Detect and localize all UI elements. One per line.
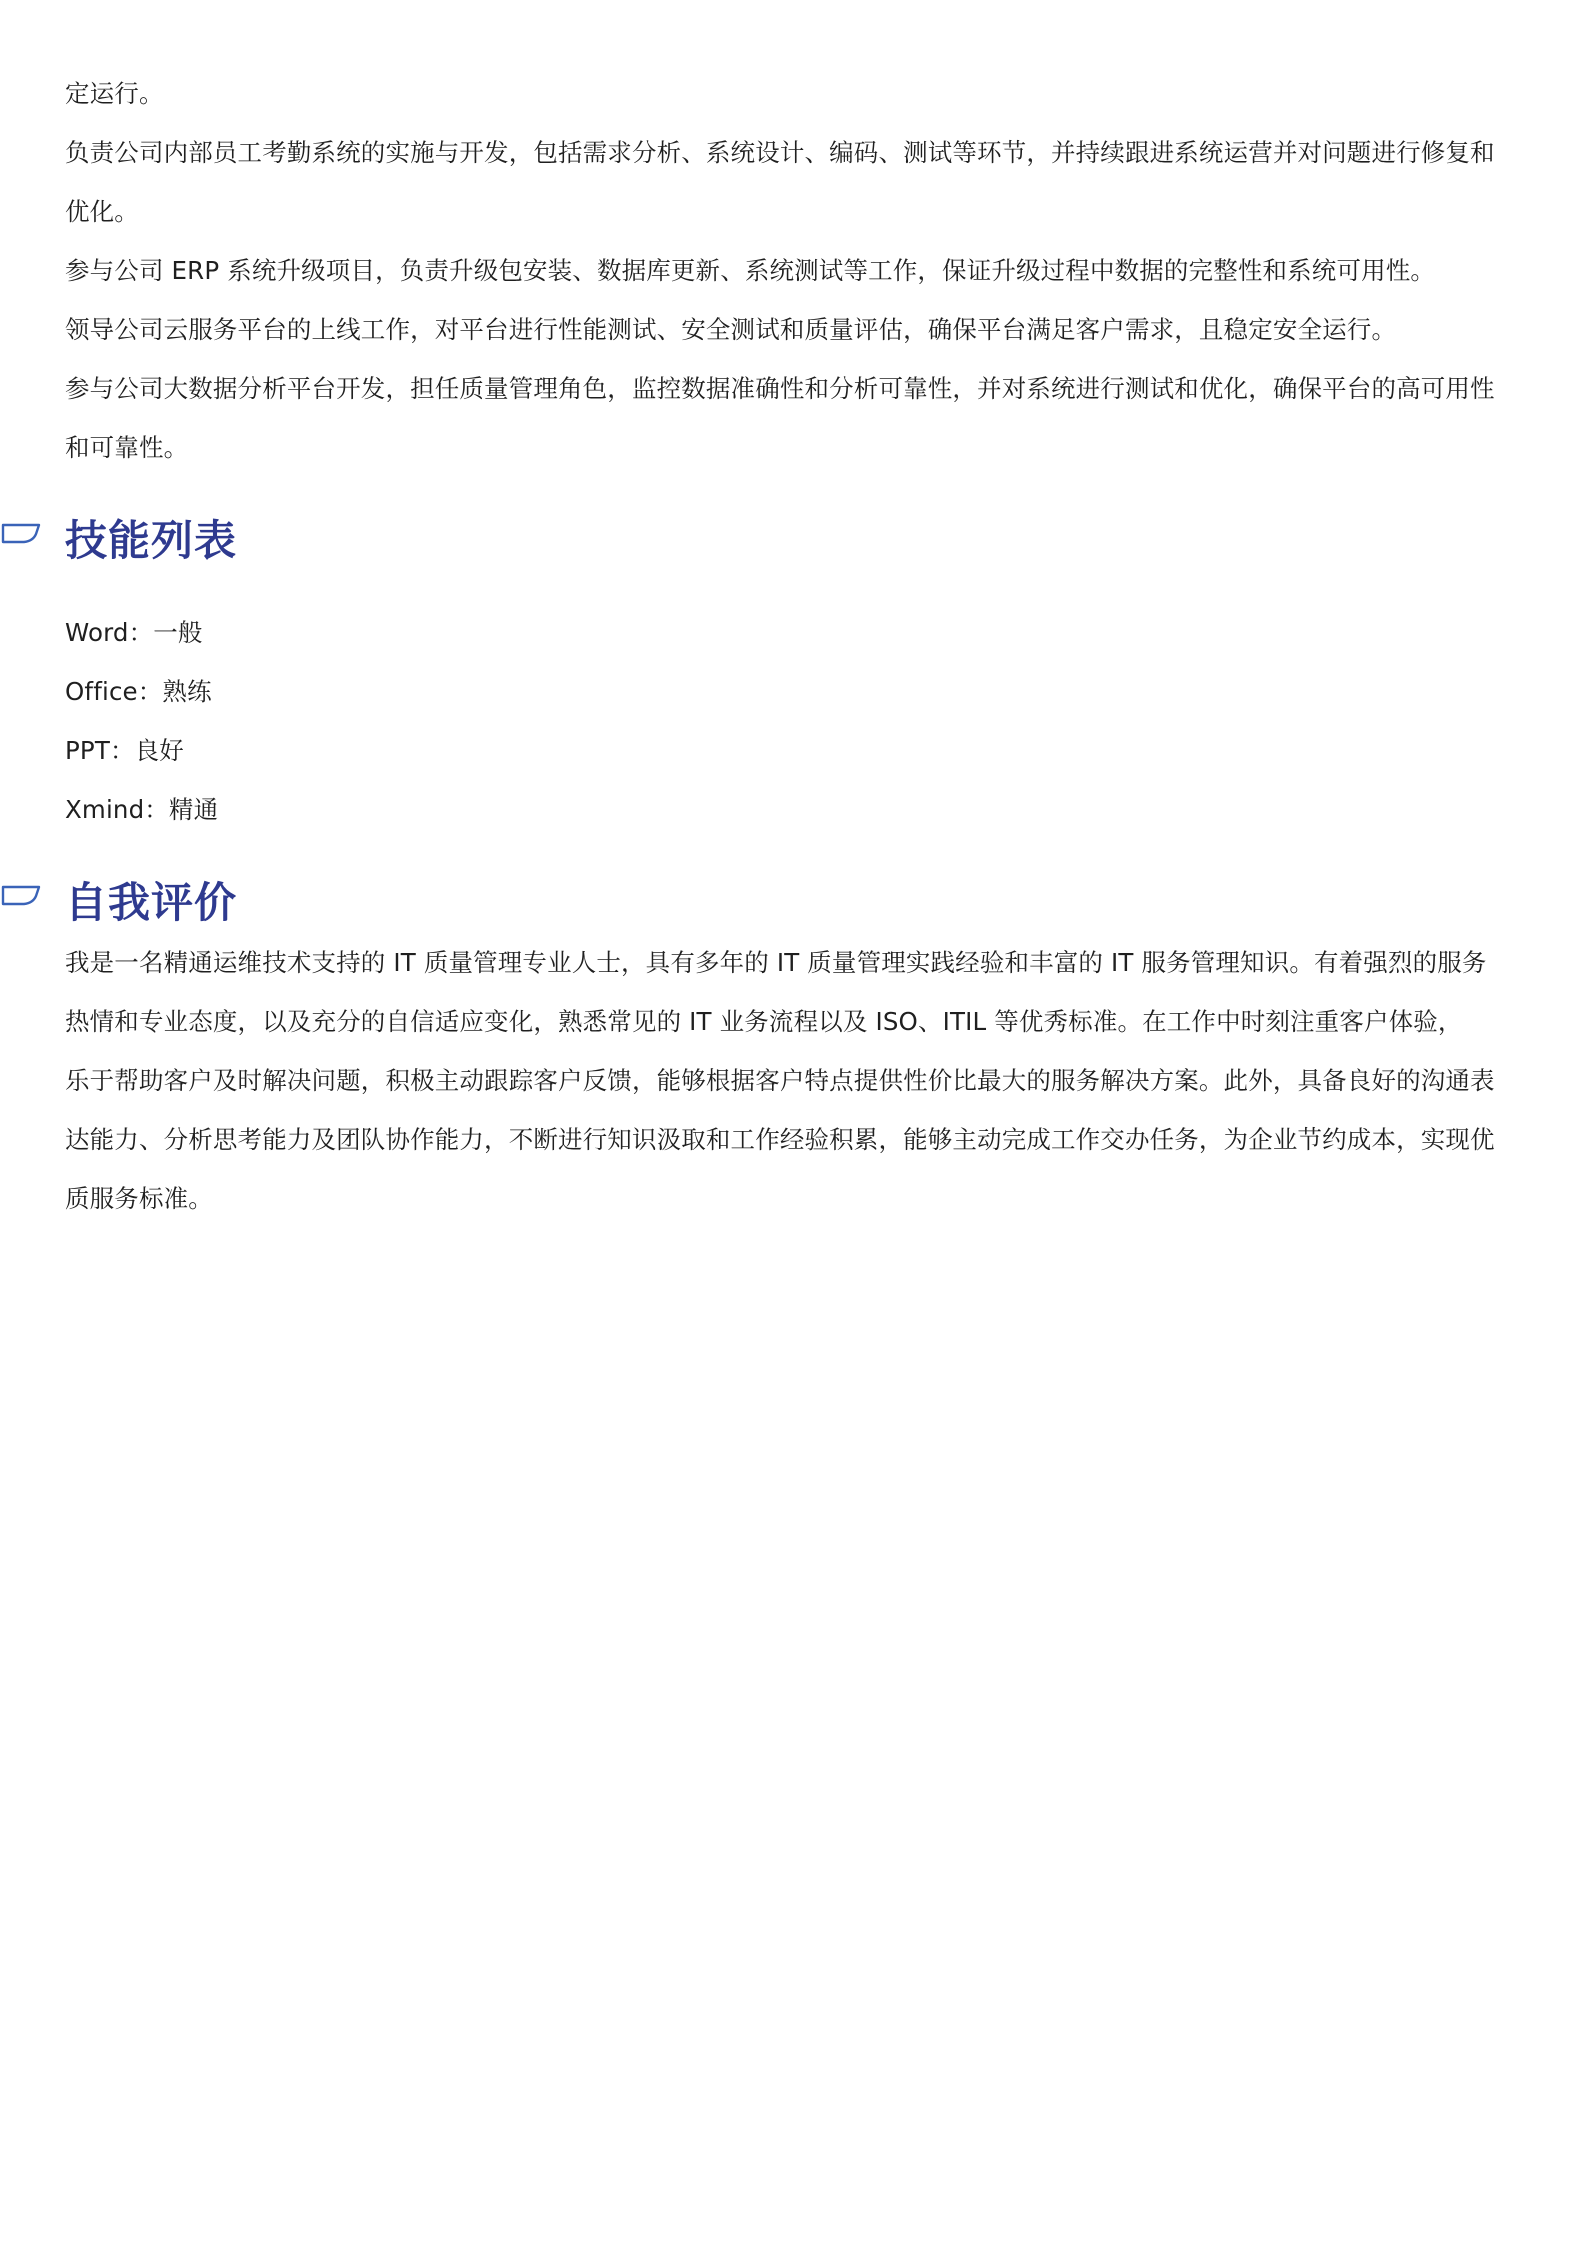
page-content — [65, 64, 1535, 1228]
work-experience-continuation — [65, 64, 1535, 477]
skill-item: Xmind：精通 — [65, 795, 219, 824]
skills-list — [65, 603, 1535, 839]
evaluation-body — [65, 933, 1535, 1228]
work-line: 负责公司内部员工考勤系统的实施与开发，包括需求分析、系统设计、编码、测试等环节，并持续跟进系统运营并对问题进行修复和 — [65, 138, 1495, 167]
work-line: 定运行。 — [65, 79, 164, 108]
work-line: 参与公司大数据分析平台开发，担任质量管理角色，监控数据准确性和分析可靠性，并对系统进行测试和优化，确保平台的高可用性 — [65, 374, 1495, 403]
skill-item: Office：熟练 — [65, 677, 212, 706]
work-line: 优化。 — [65, 197, 139, 226]
skill-item: PPT：良好 — [65, 736, 184, 765]
tab-marker-icon — [0, 883, 42, 909]
evaluation-line: 热情和专业态度，以及充分的自信适应变化，熟悉常见的 IT 业务流程以及 ISO、ITIL 等优秀标准。在工作中时刻注重客户体验， — [65, 1007, 1463, 1036]
work-line: 领导公司云服务平台的上线工作，对平台进行性能测试、安全测试和质量评估，确保平台满足客户需求，且稳定安全运行。 — [65, 315, 1397, 344]
skills-section — [65, 497, 1535, 839]
evaluation-title: 自我评价 — [65, 878, 238, 927]
evaluation-line: 达能力、分析思考能力及团队协作能力，不断进行知识汲取和工作经验积累，能够主动完成工作交办任务，为企业节约成本，实现优 — [65, 1125, 1495, 1154]
tab-marker-icon — [0, 521, 42, 547]
self-evaluation-section — [65, 859, 1535, 1228]
evaluation-line: 乐于帮助客户及时解决问题，积极主动跟踪客户反馈，能够根据客户特点提供性价比最大的服务解决方案。此外，具备良好的沟通表 — [65, 1066, 1495, 1095]
skills-header — [65, 497, 1535, 585]
skill-item: Word：一般 — [65, 618, 203, 647]
work-line: 参与公司 ERP 系统升级项目，负责升级包安装、数据库更新、系统测试等工作，保证升级过程中数据的完整性和系统可用性。 — [65, 256, 1436, 285]
evaluation-line: 我是一名精通运维技术支持的 IT 质量管理专业人士，具有多年的 IT 质量管理实践经验和丰富的 IT 服务管理知识。有着强烈的服务 — [65, 948, 1487, 977]
evaluation-line: 质服务标准。 — [65, 1184, 213, 1213]
evaluation-header — [65, 859, 1535, 947]
skills-title: 技能列表 — [65, 516, 238, 565]
work-line: 和可靠性。 — [65, 433, 189, 462]
